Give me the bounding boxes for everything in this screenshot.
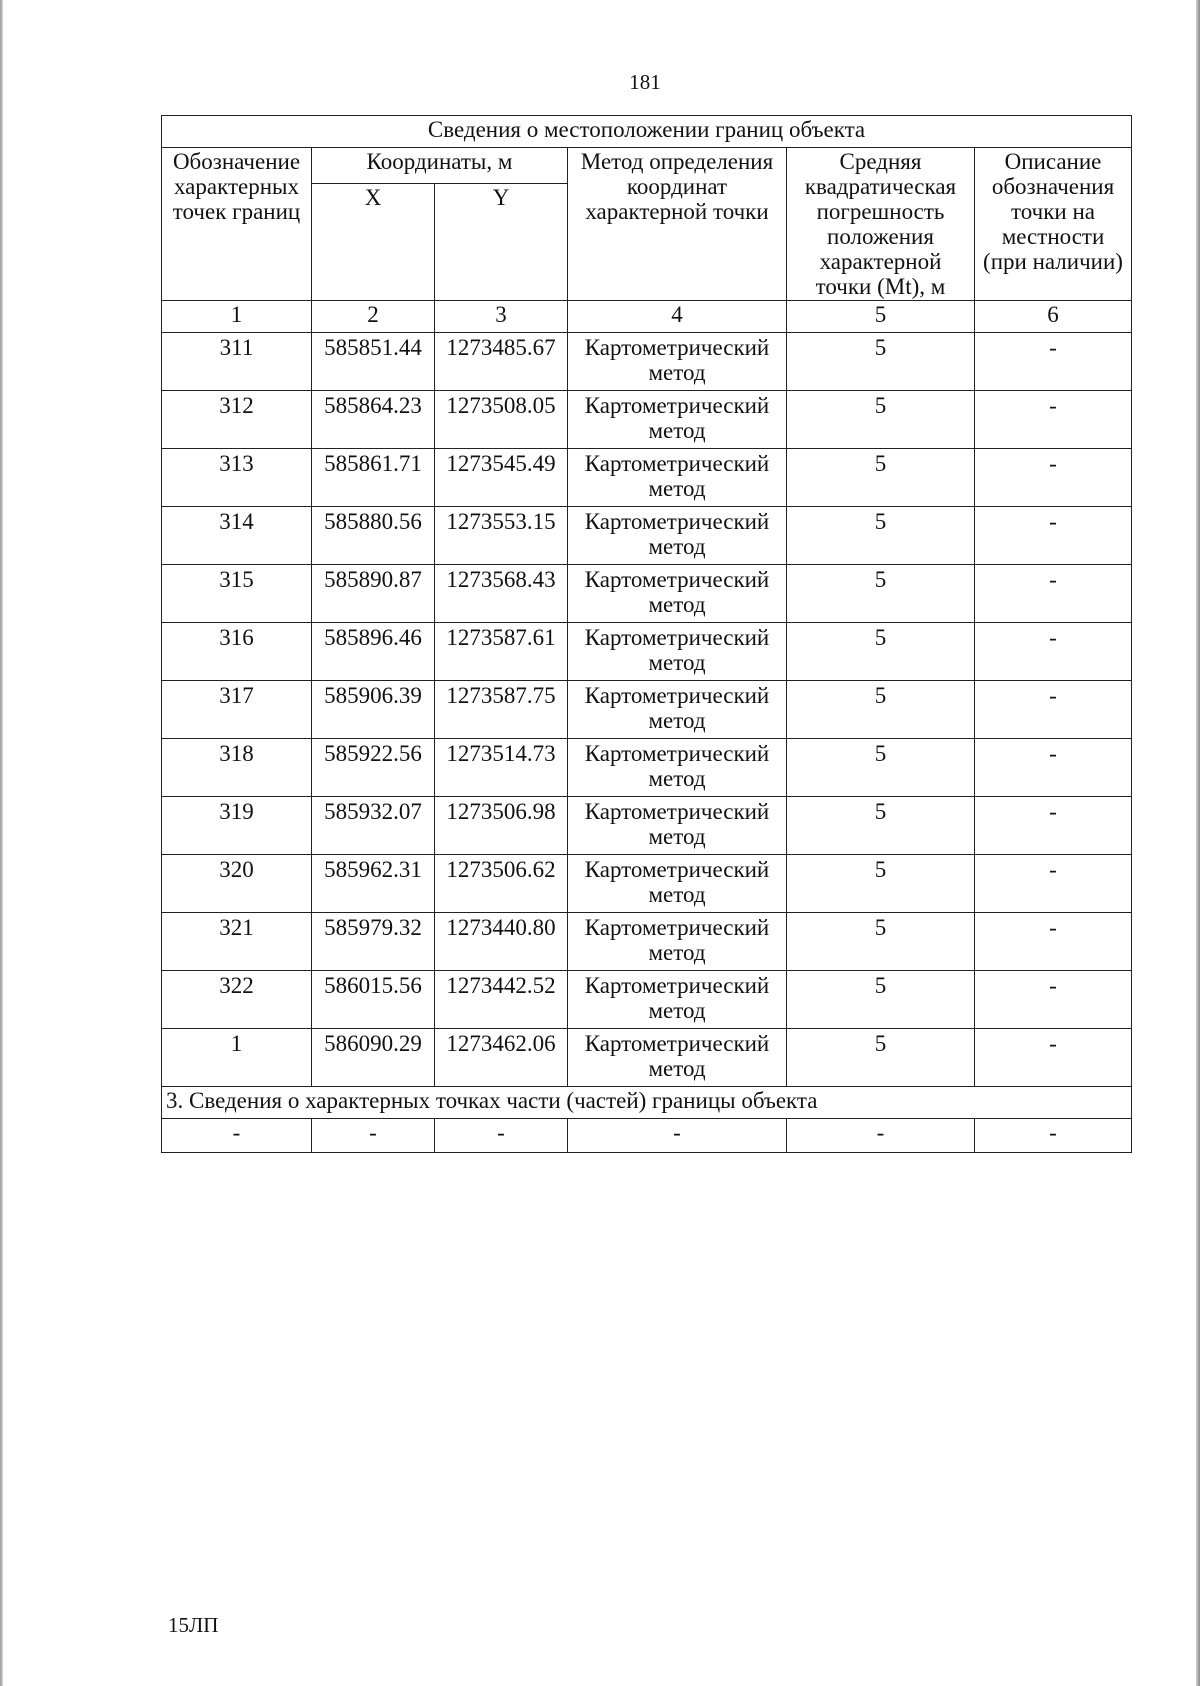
table-cell-error: 5 bbox=[787, 855, 975, 913]
table-cell-y: 1273587.75 bbox=[435, 681, 568, 739]
table-cell-description: - bbox=[975, 333, 1132, 391]
table-cell-point: 321 bbox=[162, 913, 312, 971]
table-cell-y: 1273508.05 bbox=[435, 391, 568, 449]
table-cell-point: 317 bbox=[162, 681, 312, 739]
table-cell-y: 1273506.62 bbox=[435, 855, 568, 913]
column-number: 6 bbox=[975, 301, 1132, 333]
table-cell-method: Картометрический метод bbox=[568, 565, 787, 623]
table-row bbox=[162, 623, 1132, 681]
table-cell-description: - bbox=[975, 623, 1132, 681]
table-cell-method: Картометрический метод bbox=[568, 681, 787, 739]
table-cell-error: 5 bbox=[787, 1029, 975, 1087]
table-cell-x: 585861.71 bbox=[312, 449, 435, 507]
header-method: Метод определения координат характерной точки bbox=[568, 148, 787, 301]
table-cell-x: 585906.39 bbox=[312, 681, 435, 739]
table-cell-y: 1273553.15 bbox=[435, 507, 568, 565]
table-cell-y: 1273568.43 bbox=[435, 565, 568, 623]
section3-cell: - bbox=[568, 1119, 787, 1153]
table-row bbox=[162, 855, 1132, 913]
section3-cell: - bbox=[162, 1119, 312, 1153]
header-coordinates: Координаты, м bbox=[312, 148, 568, 184]
table-cell-method: Картометрический метод bbox=[568, 507, 787, 565]
table-title: Сведения о местоположении границ объекта bbox=[162, 116, 1132, 148]
table-cell-y: 1273442.52 bbox=[435, 971, 568, 1029]
table-cell-point: 315 bbox=[162, 565, 312, 623]
table-cell-point: 318 bbox=[162, 739, 312, 797]
table-cell-description: - bbox=[975, 913, 1132, 971]
table-cell-x: 585890.87 bbox=[312, 565, 435, 623]
table-cell-x: 585896.46 bbox=[312, 623, 435, 681]
header-point-designation: Обозначение характерных точек границ bbox=[162, 148, 312, 301]
table-cell-y: 1273545.49 bbox=[435, 449, 568, 507]
table-row bbox=[162, 507, 1132, 565]
table-row bbox=[162, 391, 1132, 449]
table-cell-error: 5 bbox=[787, 391, 975, 449]
header-description: Описание обозначения точки на местности (при наличии) bbox=[975, 148, 1132, 301]
table-cell-point: 1 bbox=[162, 1029, 312, 1087]
table-cell-error: 5 bbox=[787, 681, 975, 739]
table-row bbox=[162, 913, 1132, 971]
table-cell-description: - bbox=[975, 797, 1132, 855]
section3-cell: - bbox=[312, 1119, 435, 1153]
column-number: 4 bbox=[568, 301, 787, 333]
table-cell-method: Картометрический метод bbox=[568, 797, 787, 855]
table-cell-method: Картометрический метод bbox=[568, 855, 787, 913]
table-cell-description: - bbox=[975, 565, 1132, 623]
table-header-row bbox=[162, 148, 1132, 184]
section3-cell: - bbox=[787, 1119, 975, 1153]
table-cell-description: - bbox=[975, 739, 1132, 797]
table-cell-point: 319 bbox=[162, 797, 312, 855]
table-cell-x: 585922.56 bbox=[312, 739, 435, 797]
header-y: Y bbox=[435, 184, 568, 301]
table-cell-method: Картометрический метод bbox=[568, 971, 787, 1029]
table-cell-error: 5 bbox=[787, 739, 975, 797]
table-cell-description: - bbox=[975, 971, 1132, 1029]
table-cell-point: 313 bbox=[162, 449, 312, 507]
table-cell-x: 585864.23 bbox=[312, 391, 435, 449]
table-cell-method: Картометрический метод bbox=[568, 333, 787, 391]
table-cell-y: 1273587.61 bbox=[435, 623, 568, 681]
section3-cell: - bbox=[435, 1119, 568, 1153]
table-cell-point: 312 bbox=[162, 391, 312, 449]
table-cell-point: 311 bbox=[162, 333, 312, 391]
table-cell-description: - bbox=[975, 391, 1132, 449]
table-cell-x: 585979.32 bbox=[312, 913, 435, 971]
table-cell-error: 5 bbox=[787, 623, 975, 681]
table-cell-method: Картометрический метод bbox=[568, 739, 787, 797]
table-cell-method: Картометрический метод bbox=[568, 623, 787, 681]
table-row bbox=[162, 449, 1132, 507]
table-cell-x: 585932.07 bbox=[312, 797, 435, 855]
table-row bbox=[162, 333, 1132, 391]
table-cell-y: 1273440.80 bbox=[435, 913, 568, 971]
table-cell-description: - bbox=[975, 681, 1132, 739]
table-cell-y: 1273514.73 bbox=[435, 739, 568, 797]
section3-title: 3. Сведения о характерных точках части (частей) границы объекта bbox=[162, 1087, 1132, 1119]
table-cell-method: Картометрический метод bbox=[568, 449, 787, 507]
table-cell-y: 1273506.98 bbox=[435, 797, 568, 855]
table-cell-error: 5 bbox=[787, 449, 975, 507]
scan-right-edge bbox=[1196, 0, 1200, 1686]
table-cell-error: 5 bbox=[787, 565, 975, 623]
column-number: 1 bbox=[162, 301, 312, 333]
table-row bbox=[162, 1029, 1132, 1087]
table-cell-error: 5 bbox=[787, 333, 975, 391]
table-row bbox=[162, 565, 1132, 623]
table-cell-error: 5 bbox=[787, 971, 975, 1029]
table-cell-point: 320 bbox=[162, 855, 312, 913]
table-cell-x: 586090.29 bbox=[312, 1029, 435, 1087]
table-title-row bbox=[162, 116, 1132, 148]
table-cell-description: - bbox=[975, 449, 1132, 507]
boundary-coordinates-table bbox=[161, 115, 1132, 1153]
table-row bbox=[162, 797, 1132, 855]
column-numbers-row bbox=[162, 301, 1132, 333]
table-cell-description: - bbox=[975, 1029, 1132, 1087]
table-cell-error: 5 bbox=[787, 913, 975, 971]
table-cell-x: 585880.56 bbox=[312, 507, 435, 565]
header-x: X bbox=[312, 184, 435, 301]
table-row bbox=[162, 739, 1132, 797]
table-row bbox=[162, 681, 1132, 739]
table-cell-description: - bbox=[975, 855, 1132, 913]
table-cell-method: Картометрический метод bbox=[568, 391, 787, 449]
table-cell-x: 585962.31 bbox=[312, 855, 435, 913]
scan-left-edge bbox=[0, 0, 3, 1686]
header-error: Средняя квадратическая погрешность положения характерной точки (Mt), м bbox=[787, 148, 975, 301]
table-row bbox=[162, 971, 1132, 1029]
column-number: 2 bbox=[312, 301, 435, 333]
table-cell-point: 322 bbox=[162, 971, 312, 1029]
column-number: 5 bbox=[787, 301, 975, 333]
table-cell-point: 316 bbox=[162, 623, 312, 681]
table-cell-error: 5 bbox=[787, 797, 975, 855]
table-cell-method: Картометрический метод bbox=[568, 1029, 787, 1087]
table-cell-method: Картометрический метод bbox=[568, 913, 787, 971]
table-cell-x: 586015.56 bbox=[312, 971, 435, 1029]
table-cell-point: 314 bbox=[162, 507, 312, 565]
footer-code: 15ЛП bbox=[168, 1613, 219, 1637]
table-cell-x: 585851.44 bbox=[312, 333, 435, 391]
table-cell-description: - bbox=[975, 507, 1132, 565]
table-cell-y: 1273485.67 bbox=[435, 333, 568, 391]
page-number: 181 bbox=[629, 70, 661, 94]
table-cell-y: 1273462.06 bbox=[435, 1029, 568, 1087]
section3-title-row bbox=[162, 1087, 1132, 1119]
section3-cell: - bbox=[975, 1119, 1132, 1153]
column-number: 3 bbox=[435, 301, 568, 333]
table-cell-error: 5 bbox=[787, 507, 975, 565]
section3-data-row bbox=[162, 1119, 1132, 1153]
